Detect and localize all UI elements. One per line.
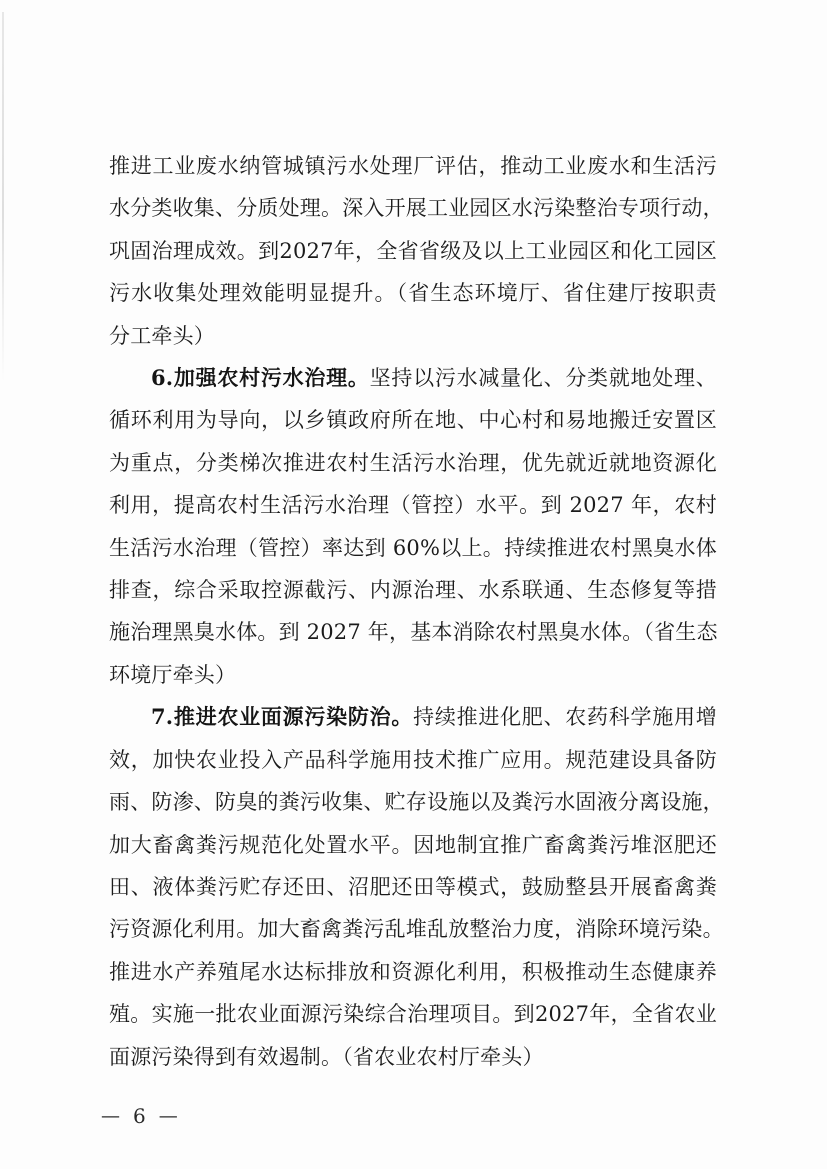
text-line: 排查，综合采取控源截污、内源治理、水系联通、生态修复等措 (109, 578, 717, 603)
text-line: 殖。实施一批农业面源污染综合治理项目。到2027年，全省农业 (109, 1002, 717, 1027)
text-line: 水分类收集、分质处理。深入开展工业园区水污染整治专项行动， (109, 196, 724, 221)
text-line: 效，加快农业投入产品科学施用技术推广应用。规范建设具备防 (109, 747, 717, 772)
paragraph-7-agricultural-pollution (109, 696, 724, 1078)
text-line: 为重点，分类梯次推进农村生活污水治理，优先就近就地资源化 (109, 450, 717, 475)
text-line: 循环利用为导向，以乡镇政府所在地、中心村和易地搬迁安置区 (109, 408, 717, 433)
page-footer (101, 1104, 178, 1128)
text-line: 污资源化利用。加大畜禽粪污乱堆乱放整治力度，消除环境污染。 (109, 917, 724, 942)
text-line (109, 696, 717, 738)
page-number: 6 (133, 1104, 146, 1128)
text-line: 利用，提高农村生活污水治理（管控）水平。到 2027 年，农村 (109, 493, 717, 518)
text-line: 田、液体粪污贮存还田、沼肥还田等模式，鼓励整县开展畜禽粪 (109, 874, 717, 899)
paragraph-industrial-wastewater (109, 145, 724, 357)
text-line: 巩固治理成效。到2027年，全省省级及以上工业园区和化工园区 (109, 238, 717, 263)
document-body (109, 145, 724, 1078)
text-line: 推进工业废水纳管城镇污水处理厂评估，推动工业废水和生活污 (109, 154, 717, 178)
scan-artifact-line (2, 12, 4, 382)
text-line: 生活污水治理（管控）率达到 60%以上。持续推进农村黑臭水体 (109, 535, 717, 560)
paragraph-6-heading: 6.加强农村污水治理。 (151, 365, 370, 391)
footer-dash-right: — (158, 1105, 178, 1127)
text-run: 坚持以污水减量化、分类就地处理、 (369, 366, 717, 391)
text-line: 污水收集处理效能明显提升。（省生态环境厅、省住建厅按职责 (109, 281, 717, 306)
footer-dash-left: — (101, 1105, 120, 1127)
text-line: 雨、防渗、防臭的粪污收集、贮存设施以及粪污水固液分离设施， (109, 790, 724, 815)
paragraph-6-rural-sewage (109, 357, 717, 696)
text-run: 持续推进化肥、农药科学施用增 (413, 705, 717, 730)
text-line: 分工牵头） (109, 323, 215, 348)
text-line: 环境厅牵头） (109, 662, 237, 687)
text-line (109, 357, 717, 399)
paragraph-7-heading: 7.推进农业面源污染防治。 (151, 704, 414, 730)
text-line: 施治理黑臭水体。到 2027 年，基本消除农村黑臭水体。（省生态 (109, 620, 718, 645)
text-line: 加大畜禽粪污规范化处置水平。因地制宜推广畜禽粪污堆沤肥还 (109, 832, 717, 857)
text-line: 推进水产养殖尾水达标排放和资源化利用，积极推动生态健康养 (109, 959, 717, 984)
text-line: 面源污染得到有效遏制。（省农业农村厅牵头） (109, 1044, 544, 1069)
